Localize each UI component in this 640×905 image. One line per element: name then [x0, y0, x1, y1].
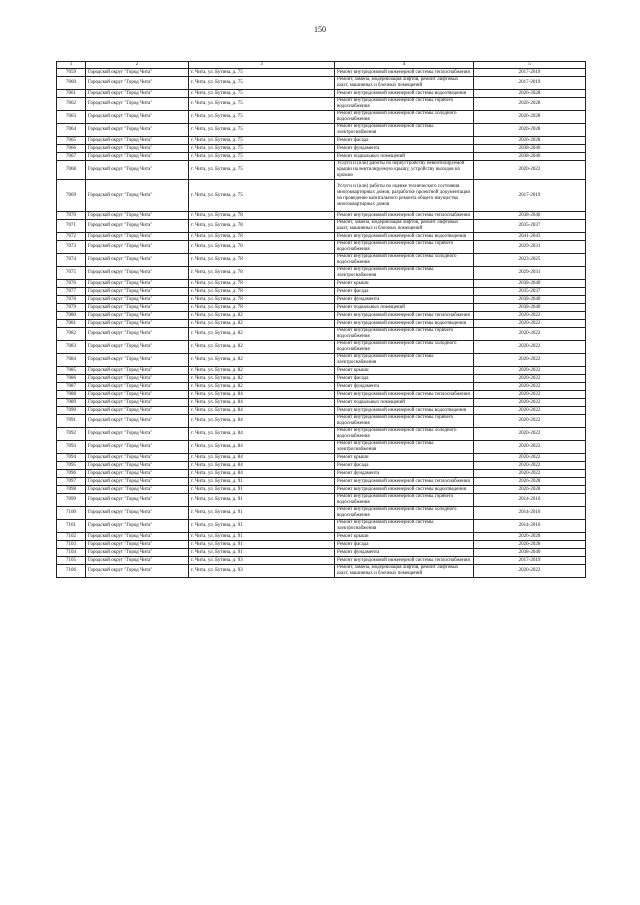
table-row	[57, 328, 586, 341]
period-cell: 2017-2019	[474, 77, 586, 90]
period-cell: 2020-2022	[474, 454, 586, 462]
row-number-cell: 7075	[57, 267, 86, 280]
address-cell: г. Чита, ул. Бутина, д. 91	[189, 541, 335, 549]
row-number-cell: 7062	[57, 98, 86, 111]
row-number-cell: 7066	[57, 145, 86, 153]
table-row	[57, 320, 586, 328]
table-row	[57, 212, 586, 220]
header-cell: 2	[86, 62, 189, 69]
address-cell: г. Чита, ул. Бутина, д. 75	[189, 161, 335, 180]
address-cell: г. Чита, ул. Бутина, д. 91	[189, 486, 335, 494]
address-cell: г. Чита, ул. Бутина, д. 91	[189, 507, 335, 520]
work-type-cell: Ремонт внутридомовой инженерной системы холодного водоснабжения	[335, 254, 474, 267]
address-cell: г. Чита, ул. Бутина, д. 75	[189, 180, 335, 212]
row-number-cell: 7098	[57, 486, 86, 494]
period-cell: 2014-2016	[474, 494, 586, 507]
period-cell: 2020-2022	[474, 441, 586, 454]
period-cell: 2020-2022	[474, 415, 586, 428]
address-cell: г. Чита, ул. Бутина, д. 82	[189, 320, 335, 328]
period-cell: 2029-2031	[474, 241, 586, 254]
table-row	[57, 254, 586, 267]
address-cell: г. Чита, ул. Бутина, д. 84	[189, 441, 335, 454]
work-type-cell: Ремонт подвальных помещений	[335, 153, 474, 161]
table-row	[57, 565, 586, 578]
municipality-cell: Городской округ "Город Чита"	[86, 454, 189, 462]
row-number-cell: 7064	[57, 124, 86, 137]
table-row	[57, 367, 586, 375]
period-cell: 2020-2022	[474, 375, 586, 383]
municipality-cell: Городской округ "Город Чита"	[86, 220, 189, 233]
table-row	[57, 98, 586, 111]
table-row	[57, 478, 586, 486]
period-cell: 2020-2022	[474, 328, 586, 341]
work-type-cell: Ремонт подвальных помещений	[335, 399, 474, 407]
work-type-cell: Ремонт внутридомовой инженерной системы горячего водоснабжения	[335, 494, 474, 507]
table-row	[57, 153, 586, 161]
period-cell: 2026-2028	[474, 124, 586, 137]
row-number-cell: 7067	[57, 153, 86, 161]
row-number-cell: 7097	[57, 478, 86, 486]
period-cell: 2041-2043	[474, 233, 586, 241]
municipality-cell: Городской округ "Город Чита"	[86, 428, 189, 441]
row-number-cell: 7084	[57, 354, 86, 367]
period-cell: 2026-2028	[474, 111, 586, 124]
work-type-cell: Ремонт внутридомовой инженерной системы холодного водоснабжения	[335, 507, 474, 520]
municipality-cell: Городской округ "Город Чита"	[86, 98, 189, 111]
row-number-cell: 7065	[57, 137, 86, 145]
row-number-cell: 7094	[57, 454, 86, 462]
municipality-cell: Городской округ "Город Чита"	[86, 77, 189, 90]
work-type-cell: Ремонт внутридомовой инженерной системы теплоснабжения	[335, 557, 474, 565]
row-number-cell: 7070	[57, 212, 86, 220]
municipality-cell: Городской округ "Город Чита"	[86, 267, 189, 280]
period-cell: 2038-2040	[474, 280, 586, 288]
address-cell: г. Чита, ул. Бутина, д. 93	[189, 557, 335, 565]
row-number-cell: 7089	[57, 399, 86, 407]
row-number-cell: 7079	[57, 304, 86, 312]
period-cell: 2017-2019	[474, 557, 586, 565]
work-type-cell: Ремонт внутридомовой инженерной системы водоотведения	[335, 233, 474, 241]
row-number-cell: 7069	[57, 180, 86, 212]
address-cell: г. Чита, ул. Бутина, д. 78	[189, 280, 335, 288]
table-row	[57, 90, 586, 98]
work-type-cell: Ремонт фасада	[335, 462, 474, 470]
row-number-cell: 7091	[57, 415, 86, 428]
period-cell: 2026-2028	[474, 98, 586, 111]
address-cell: г. Чита, ул. Бутина, д. 78	[189, 288, 335, 296]
work-type-cell: Ремонт внутридомовой инженерной системы горячего водоснабжения	[335, 328, 474, 341]
work-type-cell: Ремонт фасада	[335, 375, 474, 383]
work-type-cell: Ремонт внутридомовой инженерной системы горячего водоснабжения	[335, 241, 474, 254]
municipality-cell: Городской округ "Город Чита"	[86, 367, 189, 375]
municipality-cell: Городской округ "Город Чита"	[86, 383, 189, 391]
period-cell: 2029-2031	[474, 267, 586, 280]
row-number-cell: 7083	[57, 341, 86, 354]
work-type-cell: Ремонт фундамента	[335, 383, 474, 391]
row-number-cell: 7077	[57, 288, 86, 296]
address-cell: г. Чита, ул. Бутина, д. 93	[189, 565, 335, 578]
table-row	[57, 233, 586, 241]
work-type-cell: Ремонт внутридомовой инженерной системы теплоснабжения	[335, 312, 474, 320]
work-type-cell: Ремонт фундамента	[335, 296, 474, 304]
address-cell: г. Чита, ул. Бутина, д. 91	[189, 520, 335, 533]
municipality-cell: Городской округ "Город Чита"	[86, 304, 189, 312]
address-cell: г. Чита, ул. Бутина, д. 84	[189, 391, 335, 399]
table-row	[57, 220, 586, 233]
table-row	[57, 124, 586, 137]
municipality-cell: Городской округ "Город Чита"	[86, 415, 189, 428]
work-type-cell: Ремонт внутридомовой инженерной системы электроснабжения	[335, 267, 474, 280]
work-type-cell: Ремонт внутридомовой инженерной системы водоотведения	[335, 90, 474, 98]
period-cell: 2026-2028	[474, 478, 586, 486]
row-number-cell: 7063	[57, 111, 86, 124]
table-row	[57, 354, 586, 367]
table-row	[57, 280, 586, 288]
municipality-cell: Городской округ "Город Чита"	[86, 254, 189, 267]
table-row	[57, 180, 586, 212]
row-number-cell: 7071	[57, 220, 86, 233]
row-number-cell: 7092	[57, 428, 86, 441]
row-number-cell: 7101	[57, 520, 86, 533]
work-type-cell: Ремонт фасада	[335, 137, 474, 145]
period-cell: 2014-2016	[474, 507, 586, 520]
table-row	[57, 557, 586, 565]
municipality-cell: Городской округ "Город Чита"	[86, 520, 189, 533]
municipality-cell: Городской округ "Город Чита"	[86, 341, 189, 354]
work-type-cell: Ремонт внутридомовой инженерной системы теплоснабжения	[335, 478, 474, 486]
capital-repair-table	[56, 61, 586, 578]
period-cell: 2020-2022	[474, 367, 586, 375]
work-type-cell: Ремонт внутридомовой инженерной системы электроснабжения	[335, 124, 474, 137]
period-cell: 2020-2022	[474, 312, 586, 320]
address-cell: г. Чита, ул. Бутина, д. 82	[189, 341, 335, 354]
table-row	[57, 441, 586, 454]
period-cell: 2038-2040	[474, 296, 586, 304]
municipality-cell: Городской округ "Город Чита"	[86, 124, 189, 137]
row-number-cell: 7085	[57, 367, 86, 375]
address-cell: г. Чита, ул. Бутина, д. 84	[189, 407, 335, 415]
table-row	[57, 111, 586, 124]
address-cell: г. Чита, ул. Бутина, д. 82	[189, 367, 335, 375]
table-row	[57, 77, 586, 90]
period-cell: 2020-2022	[474, 399, 586, 407]
address-cell: г. Чита, ул. Бутина, д. 91	[189, 533, 335, 541]
work-type-cell: Ремонт внутридомовой инженерной системы теплоснабжения	[335, 212, 474, 220]
work-type-cell: Ремонт внутридомовой инженерной системы холодного водоснабжения	[335, 111, 474, 124]
period-cell: 2020-2022	[474, 354, 586, 367]
municipality-cell: Городской округ "Город Чита"	[86, 180, 189, 212]
work-type-cell: Ремонт крыши	[335, 280, 474, 288]
work-type-cell: Ремонт внутридомовой инженерной системы электроснабжения	[335, 354, 474, 367]
period-cell: 2023-2025	[474, 254, 586, 267]
row-number-cell: 7076	[57, 280, 86, 288]
work-type-cell: Ремонт фасада	[335, 288, 474, 296]
table-row	[57, 341, 586, 354]
address-cell: г. Чита, ул. Бутина, д. 75	[189, 77, 335, 90]
period-cell: 2038-2040	[474, 153, 586, 161]
table-row	[57, 137, 586, 145]
row-number-cell: 7074	[57, 254, 86, 267]
municipality-cell: Городской округ "Город Чита"	[86, 241, 189, 254]
address-cell: г. Чита, ул. Бутина, д. 75	[189, 137, 335, 145]
work-type-cell: Ремонт внутридомовой инженерной системы электроснабжения	[335, 520, 474, 533]
table-row	[57, 454, 586, 462]
period-cell: 2020-2022	[474, 391, 586, 399]
row-number-cell: 7068	[57, 161, 86, 180]
period-cell: 2014-2016	[474, 520, 586, 533]
table-row	[57, 69, 586, 77]
period-cell: 2020-2022	[474, 383, 586, 391]
row-number-cell: 7095	[57, 462, 86, 470]
work-type-cell: Услуги и (или) работы по оценке технического состояния многоквартирных домов, разработке проектной документации на проведение капитального ремонта общего имущества многоквартирных домов	[335, 180, 474, 212]
work-type-cell: Ремонт внутридомовой инженерной системы холодного водоснабжения	[335, 428, 474, 441]
period-cell: 2026-2028	[474, 541, 586, 549]
address-cell: г. Чита, ул. Бутина, д. 78	[189, 212, 335, 220]
period-cell: 2026-2028	[474, 90, 586, 98]
period-cell: 2020-2022	[474, 565, 586, 578]
municipality-cell: Городской округ "Город Чита"	[86, 354, 189, 367]
address-cell: г. Чита, ул. Бутина, д. 78	[189, 233, 335, 241]
row-number-cell: 7103	[57, 541, 86, 549]
address-cell: г. Чита, ул. Бутина, д. 84	[189, 470, 335, 478]
municipality-cell: Городской округ "Город Чита"	[86, 399, 189, 407]
table-row	[57, 470, 586, 478]
address-cell: г. Чита, ул. Бутина, д. 78	[189, 304, 335, 312]
municipality-cell: Городской округ "Город Чита"	[86, 153, 189, 161]
row-number-cell: 7087	[57, 383, 86, 391]
municipality-cell: Городской округ "Город Чита"	[86, 161, 189, 180]
table-row	[57, 415, 586, 428]
period-cell: 2026-2028	[474, 137, 586, 145]
table-row	[57, 267, 586, 280]
municipality-cell: Городской округ "Город Чита"	[86, 233, 189, 241]
work-type-cell: Ремонт внутридомовой инженерной системы теплоснабжения	[335, 391, 474, 399]
period-cell: 2026-2028	[474, 486, 586, 494]
row-number-cell: 7106	[57, 565, 86, 578]
address-cell: г. Чита, ул. Бутина, д. 78	[189, 296, 335, 304]
table-row	[57, 391, 586, 399]
municipality-cell: Городской округ "Город Чита"	[86, 549, 189, 557]
municipality-cell: Городской округ "Город Чита"	[86, 391, 189, 399]
work-type-cell: Ремонт внутридомовой инженерной системы холодного водоснабжения	[335, 341, 474, 354]
municipality-cell: Городской округ "Город Чита"	[86, 280, 189, 288]
row-number-cell: 7082	[57, 328, 86, 341]
work-type-cell: Ремонт внутридомовой инженерной системы электроснабжения	[335, 441, 474, 454]
table-row	[57, 520, 586, 533]
address-cell: г. Чита, ул. Бутина, д. 78	[189, 220, 335, 233]
work-type-cell: Ремонт крыши	[335, 454, 474, 462]
table-row	[57, 407, 586, 415]
header-row	[57, 62, 586, 69]
row-number-cell: 7096	[57, 470, 86, 478]
table-row	[57, 533, 586, 541]
address-cell: г. Чита, ул. Бутина, д. 84	[189, 399, 335, 407]
municipality-cell: Городской округ "Город Чита"	[86, 69, 189, 77]
address-cell: г. Чита, ул. Бутина, д. 84	[189, 454, 335, 462]
work-type-cell: Ремонт внутридомовой инженерной системы водоотведения	[335, 407, 474, 415]
address-cell: г. Чита, ул. Бутина, д. 75	[189, 98, 335, 111]
header-cell: 4	[335, 62, 474, 69]
table-row	[57, 288, 586, 296]
municipality-cell: Городской округ "Город Чита"	[86, 288, 189, 296]
table-row	[57, 549, 586, 557]
row-number-cell: 7100	[57, 507, 86, 520]
row-number-cell: 7061	[57, 90, 86, 98]
work-type-cell: Ремонт крыши	[335, 533, 474, 541]
row-number-cell: 7086	[57, 375, 86, 383]
row-number-cell: 7093	[57, 441, 86, 454]
table-row	[57, 296, 586, 304]
municipality-cell: Городской округ "Город Чита"	[86, 328, 189, 341]
work-type-cell: Ремонт фундамента	[335, 549, 474, 557]
period-cell: 2020-2022	[474, 320, 586, 328]
municipality-cell: Городской округ "Город Чита"	[86, 486, 189, 494]
table-row	[57, 304, 586, 312]
period-cell: 2017-2019	[474, 180, 586, 212]
municipality-cell: Городской округ "Город Чита"	[86, 507, 189, 520]
work-type-cell: Ремонт подвальных помещений	[335, 304, 474, 312]
address-cell: г. Чита, ул. Бутина, д. 91	[189, 494, 335, 507]
table-row	[57, 486, 586, 494]
row-number-cell: 7099	[57, 494, 86, 507]
work-type-cell: Ремонт крыши	[335, 367, 474, 375]
period-cell: 2026-2028	[474, 533, 586, 541]
header-cell: 3	[189, 62, 335, 69]
period-cell: 2020-2022	[474, 161, 586, 180]
row-number-cell: 7073	[57, 241, 86, 254]
period-cell: 2035-2037	[474, 220, 586, 233]
header-cell: 5	[474, 62, 586, 69]
address-cell: г. Чита, ул. Бутина, д. 84	[189, 462, 335, 470]
work-type-cell: Ремонт фундамента	[335, 145, 474, 153]
row-number-cell: 7081	[57, 320, 86, 328]
table-row	[57, 161, 586, 180]
municipality-cell: Городской округ "Город Чита"	[86, 212, 189, 220]
table-row	[57, 428, 586, 441]
municipality-cell: Городской округ "Город Чита"	[86, 111, 189, 124]
municipality-cell: Городской округ "Город Чита"	[86, 494, 189, 507]
table-row	[57, 541, 586, 549]
table-row	[57, 494, 586, 507]
period-cell: 2035-2037	[474, 288, 586, 296]
municipality-cell: Городской округ "Город Чита"	[86, 470, 189, 478]
period-cell: 2020-2022	[474, 341, 586, 354]
table-row	[57, 507, 586, 520]
municipality-cell: Городской округ "Город Чита"	[86, 478, 189, 486]
work-type-cell: Ремонт внутридомовой инженерной системы теплоснабжения	[335, 69, 474, 77]
period-cell: 2038-2040	[474, 549, 586, 557]
page-number: 150	[314, 25, 326, 34]
address-cell: г. Чита, ул. Бутина, д. 75	[189, 145, 335, 153]
municipality-cell: Городской округ "Город Чита"	[86, 441, 189, 454]
address-cell: г. Чита, ул. Бутина, д. 75	[189, 90, 335, 98]
period-cell: 2038-2040	[474, 145, 586, 153]
table-row	[57, 145, 586, 153]
row-number-cell: 7078	[57, 296, 86, 304]
period-cell: 2017-2019	[474, 69, 586, 77]
work-type-cell: Ремонт внутридомовой инженерной системы горячего водоснабжения	[335, 415, 474, 428]
period-cell: 2038-2040	[474, 212, 586, 220]
municipality-cell: Городской округ "Город Чита"	[86, 296, 189, 304]
municipality-cell: Городской округ "Город Чита"	[86, 375, 189, 383]
address-cell: г. Чита, ул. Бутина, д. 82	[189, 312, 335, 320]
table-row	[57, 241, 586, 254]
period-cell: 2020-2022	[474, 462, 586, 470]
period-cell: 2020-2022	[474, 407, 586, 415]
address-cell: г. Чита, ул. Бутина, д. 78	[189, 267, 335, 280]
table-row	[57, 462, 586, 470]
address-cell: г. Чита, ул. Бутина, д. 75	[189, 111, 335, 124]
address-cell: г. Чита, ул. Бутина, д. 82	[189, 328, 335, 341]
work-type-cell: Ремонт фасада	[335, 541, 474, 549]
row-number-cell: 7090	[57, 407, 86, 415]
address-cell: г. Чита, ул. Бутина, д. 82	[189, 354, 335, 367]
table-row	[57, 383, 586, 391]
row-number-cell: 7060	[57, 77, 86, 90]
municipality-cell: Городской округ "Город Чита"	[86, 312, 189, 320]
municipality-cell: Городской округ "Город Чита"	[86, 462, 189, 470]
address-cell: г. Чита, ул. Бутина, д. 75	[189, 124, 335, 137]
municipality-cell: Городской округ "Город Чита"	[86, 557, 189, 565]
row-number-cell: 7080	[57, 312, 86, 320]
address-cell: г. Чита, ул. Бутина, д. 78	[189, 254, 335, 267]
address-cell: г. Чита, ул. Бутина, д. 82	[189, 383, 335, 391]
period-cell: 2020-2022	[474, 428, 586, 441]
work-type-cell: Ремонт, замена, модернизация лифтов, ремонт лифтовых шахт, машинных и блочных помещений	[335, 220, 474, 233]
address-cell: г. Чита, ул. Бутина, д. 75	[189, 153, 335, 161]
municipality-cell: Городской округ "Город Чита"	[86, 320, 189, 328]
row-number-cell: 7059	[57, 69, 86, 77]
address-cell: г. Чита, ул. Бутина, д. 91	[189, 478, 335, 486]
municipality-cell: Городской округ "Город Чита"	[86, 137, 189, 145]
work-type-cell: Услуги и (или) работы по переустройству невентилируемой крыши на вентилируемую крышу, устройству выходов на кровлю	[335, 161, 474, 180]
work-type-cell: Ремонт внутридомовой инженерной системы водоотведения	[335, 486, 474, 494]
municipality-cell: Городской округ "Город Чита"	[86, 145, 189, 153]
row-number-cell: 7072	[57, 233, 86, 241]
address-cell: г. Чита, ул. Бутина, д. 78	[189, 241, 335, 254]
row-number-cell: 7088	[57, 391, 86, 399]
row-number-cell: 7105	[57, 557, 86, 565]
work-type-cell: Ремонт внутридомовой инженерной системы горячего водоснабжения	[335, 98, 474, 111]
table-row	[57, 312, 586, 320]
table-row	[57, 375, 586, 383]
period-cell: 2038-2040	[474, 304, 586, 312]
address-cell: г. Чита, ул. Бутина, д. 91	[189, 549, 335, 557]
work-type-cell: Ремонт фундамента	[335, 470, 474, 478]
address-cell: г. Чита, ул. Бутина, д. 84	[189, 415, 335, 428]
address-cell: г. Чита, ул. Бутина, д. 84	[189, 428, 335, 441]
row-number-cell: 7104	[57, 549, 86, 557]
municipality-cell: Городской округ "Город Чита"	[86, 90, 189, 98]
municipality-cell: Городской округ "Город Чита"	[86, 565, 189, 578]
work-type-cell: Ремонт внутридомовой инженерной системы водоотведения	[335, 320, 474, 328]
address-cell: г. Чита, ул. Бутина, д. 75	[189, 69, 335, 77]
work-type-cell: Ремонт, замена, модернизация лифтов, ремонт лифтовых шахт, машинных и блочных помещений	[335, 77, 474, 90]
municipality-cell: Городской округ "Город Чита"	[86, 541, 189, 549]
address-cell: г. Чита, ул. Бутина, д. 82	[189, 375, 335, 383]
table-row	[57, 399, 586, 407]
work-type-cell: Ремонт, замена, модернизация лифтов, ремонт лифтовых шахт, машинных и блочных помещений	[335, 565, 474, 578]
municipality-cell: Городской округ "Город Чита"	[86, 407, 189, 415]
period-cell: 2020-2022	[474, 470, 586, 478]
municipality-cell: Городской округ "Город Чита"	[86, 533, 189, 541]
row-number-cell: 7102	[57, 533, 86, 541]
header-cell: 1	[57, 62, 86, 69]
